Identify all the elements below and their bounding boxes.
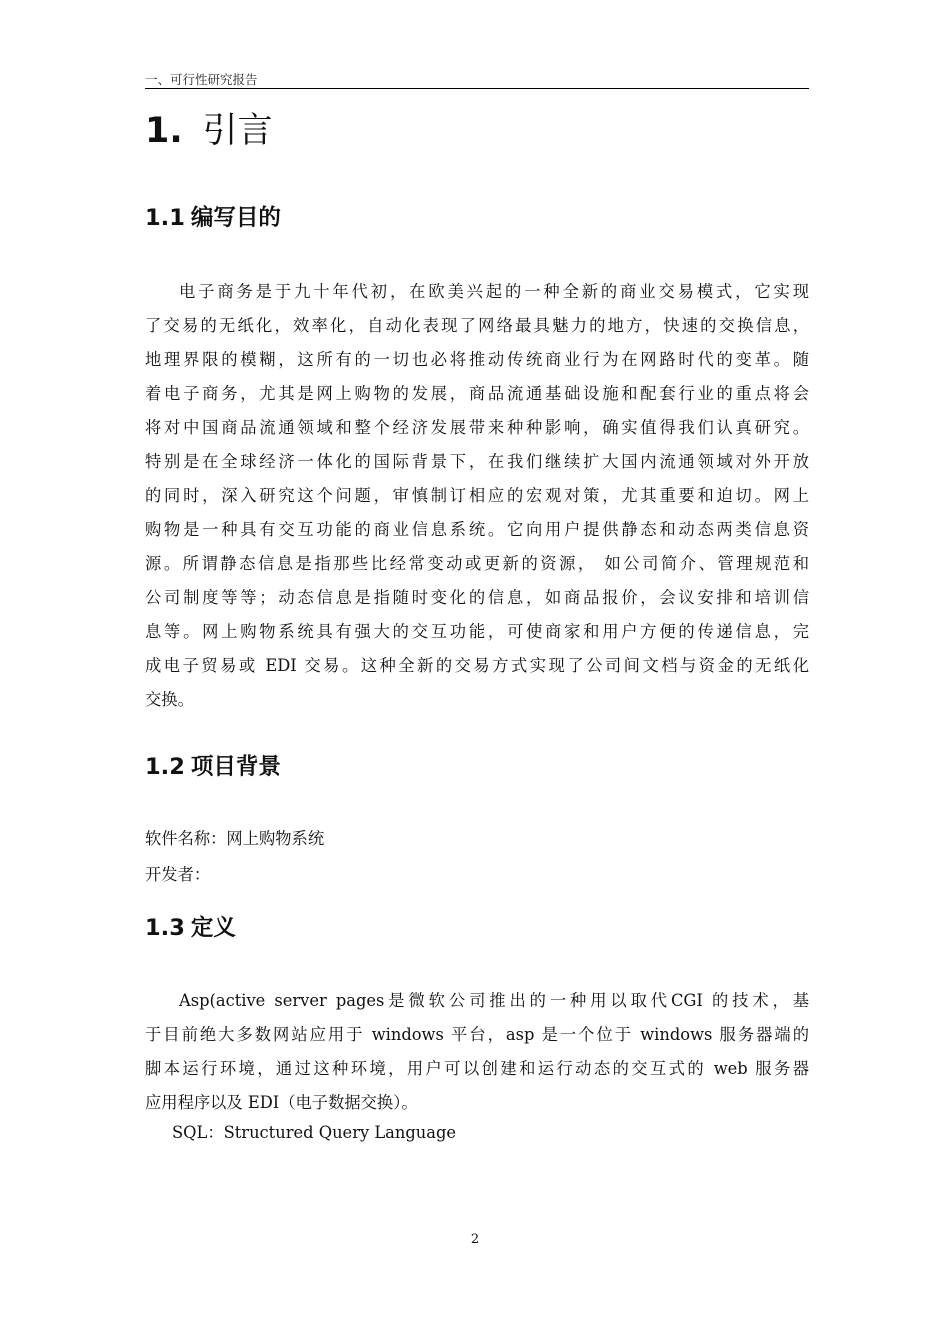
- paragraph-line: 将对中国商品流通领域和整个经济发展带来种种影响，确实值得我们认真研究。: [145, 418, 809, 437]
- section-title: 定义: [190, 915, 236, 941]
- paragraph-line: 应用程序以及 EDI（电子数据交换）。: [145, 1093, 418, 1112]
- section-title: 项目背景: [190, 754, 281, 780]
- paragraph-line: 交换。: [145, 690, 194, 709]
- header-rule: [145, 88, 809, 89]
- paragraph-line: 地理界限的模糊，这所有的一切也必将推动传统商业行为在网路时代的变革。随: [145, 350, 809, 369]
- paragraph-line: 息等。网上购物系统具有强大的交互功能，可使商家和用户方便的传递信息，完: [145, 622, 809, 641]
- paragraph-line: 特别是在全球经济一体化的国际背景下，在我们继续扩大国内流通领域对外开放: [145, 452, 809, 471]
- chapter-title-text: 引言: [202, 111, 273, 151]
- section-number: 1.1: [145, 205, 185, 231]
- paragraph-line: 于目前绝大多数网站应用于 windows 平台，asp 是一个位于 windows 服务器端的: [145, 1025, 809, 1044]
- paragraph-line: 公司制度等等；动态信息是指随时变化的信息，如商品报价，会议安排和培训信: [145, 588, 809, 607]
- section-title: 编写目的: [190, 205, 281, 231]
- paragraph-definition: [145, 984, 809, 1120]
- sql-definition-line: SQL：Structured Query Language: [172, 1123, 457, 1142]
- running-header: 一、可行性研究报告: [145, 72, 258, 87]
- page-number: 2: [470, 1232, 480, 1247]
- paragraph-line: 成电子贸易或 EDI 交易。这种全新的交易方式实现了公司间文档与资金的无纸化: [145, 656, 809, 675]
- chapter-number: 1.: [145, 111, 183, 151]
- developer-line: 开发者：: [145, 865, 211, 884]
- paragraph-line: 的同时，深入研究这个问题，审慎制订相应的宏观对策，尤其重要和迫切。网上: [145, 486, 809, 505]
- paragraph-line: 脚本运行环境，通过这种环境，用户可以创建和运行动态的交互式的 web 服务器: [145, 1059, 809, 1078]
- paragraph-line: Asp(active server pages是微软公司推出的一种用以取代CGI 的技术，基: [179, 991, 809, 1010]
- section-heading-definition: [145, 913, 236, 943]
- section-heading-background: [145, 752, 281, 782]
- section-heading-purpose: [145, 203, 281, 233]
- chapter-title: [145, 108, 273, 154]
- paragraph-line: 着电子商务，尤其是网上购物的发展，商品流通基础设施和配套行业的重点将会: [145, 384, 809, 403]
- paragraph-line: 了交易的无纸化，效率化，自动化表现了网络最具魅力的地方，快速的交换信息，: [145, 316, 809, 335]
- paragraph-line: 购物是一种具有交互功能的商业信息系统。它向用户提供静态和动态两类信息资: [145, 520, 809, 539]
- paragraph-purpose: [145, 275, 809, 717]
- section-number: 1.3: [145, 915, 185, 941]
- paragraph-line: 源。所谓静态信息是指那些比经常变动或更新的资源， 如公司简介、管理规范和: [145, 554, 809, 573]
- paragraph-line: 电子商务是于九十年代初，在欧美兴起的一种全新的商业交易模式，它实现: [179, 282, 809, 301]
- software-name-line: 软件名称：网上购物系统: [145, 829, 325, 848]
- section-number: 1.2: [145, 754, 185, 780]
